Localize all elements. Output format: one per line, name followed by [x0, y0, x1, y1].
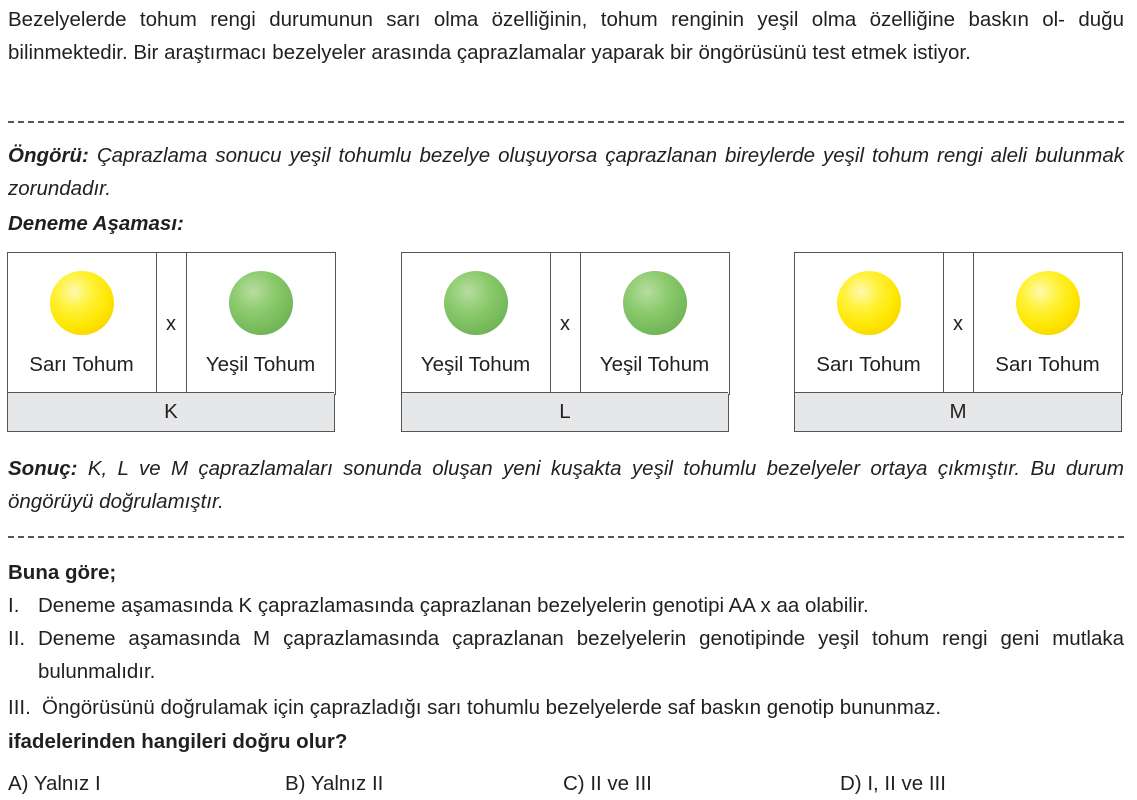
yellow-seed-icon: [837, 271, 901, 335]
cross-l-left-label: Yeşil Tohum: [420, 352, 531, 376]
prediction-paragraph: [8, 139, 1124, 205]
cross-m-left-cell: [794, 252, 944, 395]
green-seed-icon: [623, 271, 687, 335]
cross-k-right-cell: [186, 252, 336, 395]
green-seed-icon: [229, 271, 293, 335]
trial-heading: Deneme Aşaması:: [8, 212, 184, 235]
result-text: K, L ve M çaprazlamaları sonunda oluşan yeni kuşakta yeşil tohumlu bezelyeler ortaya çıkmıştır. Bu durum öngörüyü doğrulamıştır.: [8, 457, 1124, 513]
statement-number: II.: [8, 627, 26, 650]
cross-m-right-cell: [973, 252, 1123, 395]
cross-operator: x: [166, 313, 176, 335]
cross-k-right-label: Yeşil Tohum: [205, 352, 316, 376]
statement-number: I.: [8, 594, 20, 617]
statement-text: Deneme aşamasında K çaprazlamasında çaprazlanan bezelyelerin genotipi AA x aa olabilir.: [38, 594, 869, 617]
cross-k-left-label: Sarı Tohum: [29, 352, 134, 376]
option-d[interactable]: D) I, II ve III: [840, 772, 946, 795]
statement-iii: [8, 691, 1124, 724]
cross-m-right-label: Sarı Tohum: [995, 352, 1100, 376]
yellow-seed-icon: [50, 271, 114, 335]
cross-l-right-label: Yeşil Tohum: [599, 352, 710, 376]
statement-i: [8, 589, 1124, 622]
divider-top: [8, 121, 1124, 123]
cross-m-label: M: [795, 392, 1121, 431]
cross-operator: x: [560, 313, 570, 335]
cross-m-box: [794, 252, 1122, 432]
question-text: ifadelerinden hangileri doğru olur?: [8, 730, 348, 753]
statement-number: III.: [8, 696, 31, 719]
cross-l-left-cell: [401, 252, 551, 395]
option-c[interactable]: C) II ve III: [563, 772, 652, 795]
divider-bottom: [8, 536, 1124, 538]
statement-text: Deneme aşamasında M çaprazlamasında çaprazlanan bezelyelerin genotipinde yeşil tohum rengi geni mutlaka bulunmalıdır.: [38, 627, 1124, 683]
cross-l-right-cell: [580, 252, 730, 395]
cross-k-label: K: [8, 392, 334, 431]
result-label: Sonuç:: [8, 457, 78, 480]
result-paragraph: [8, 452, 1124, 518]
statement-text: Öngörüsünü doğrulamak için çaprazladığı sarı tohumlu bezelyelerde saf baskın genotip bununmaz.: [42, 696, 942, 719]
intro-paragraph: Bezelyelerde tohum rengi durumunun sarı olma özelliğinin, tohum renginin yeşil olma özelliğine baskın ol- duğu bilinmektedir. Bir araştırmacı bezelyeler arasında çaprazlamalar yaparak bir öngörüsünü test etmek istiyor.: [8, 8, 1124, 64]
cross-operator: x: [953, 313, 963, 335]
prediction-text: Çaprazlama sonucu yeşil tohumlu bezelye oluşuyorsa çaprazlanan bireylerde yeşil tohum rengi aleli bulunmak zorundadır.: [8, 144, 1124, 200]
yellow-seed-icon: [1016, 271, 1080, 335]
statement-ii: [8, 622, 1124, 688]
option-b[interactable]: B) Yalnız II: [285, 772, 384, 795]
cross-l-label: L: [402, 392, 728, 431]
question-intro: Buna göre;: [8, 561, 117, 584]
green-seed-icon: [444, 271, 508, 335]
prediction-label: Öngörü:: [8, 144, 89, 167]
cross-l-box: [401, 252, 729, 432]
option-a[interactable]: A) Yalnız I: [8, 772, 101, 795]
cross-k-left-cell: [7, 252, 157, 395]
cross-m-left-label: Sarı Tohum: [816, 352, 921, 376]
cross-k-box: [7, 252, 335, 432]
